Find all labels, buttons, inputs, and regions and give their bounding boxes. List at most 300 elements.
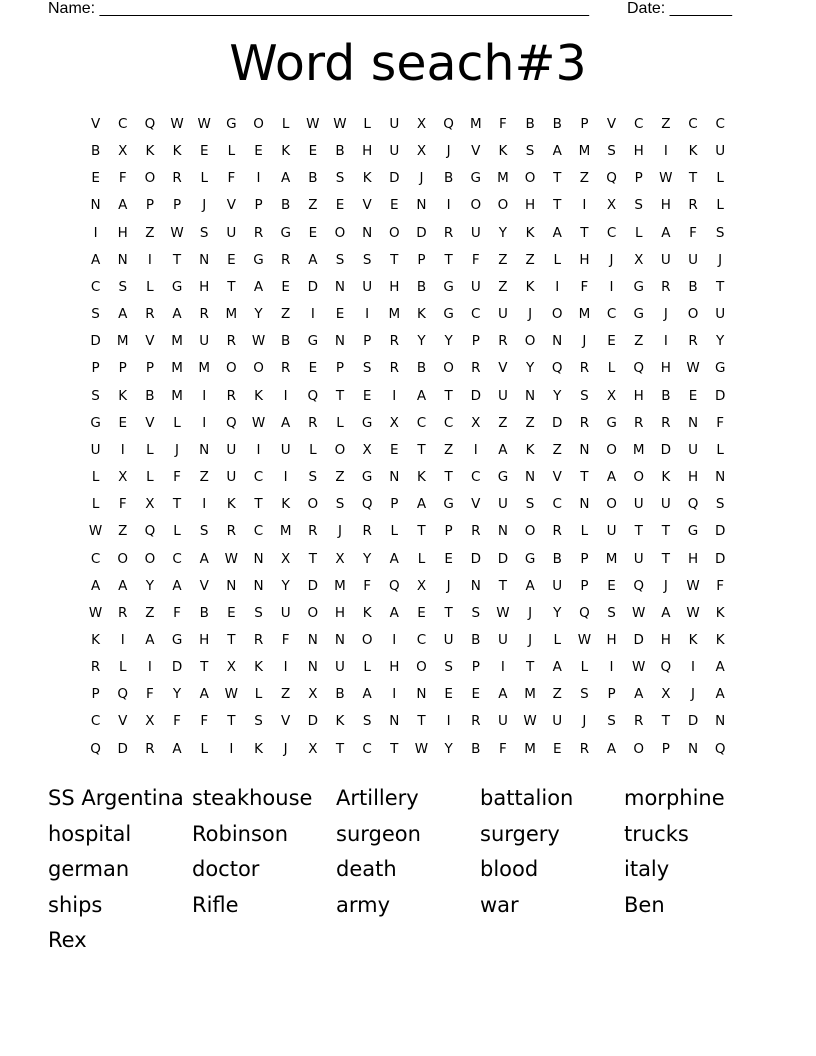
grid-letter: N (687, 414, 699, 431)
grid-letter: R (280, 251, 291, 268)
grid-letter: K (254, 740, 263, 757)
grid-letter: W (333, 116, 347, 132)
grid-letter: F (363, 577, 372, 594)
grid-letter: K (362, 170, 372, 187)
grid-letter: P (471, 659, 480, 676)
grid-letter: M (632, 441, 645, 458)
grid-letter: K (254, 387, 263, 404)
grid-letter: T (661, 523, 670, 540)
grid-letter: P (363, 333, 372, 350)
grid-letter: O (497, 197, 509, 214)
grid-letter: A (525, 577, 535, 594)
grid-letter: R (579, 414, 590, 431)
grid-letter: I (609, 278, 614, 295)
grid-letter: R (688, 333, 698, 350)
grid-letter: G (90, 414, 101, 431)
word-bank-item: ships (48, 892, 103, 917)
grid-letter: T (716, 278, 725, 295)
grid-letter: X (281, 550, 291, 567)
word-bank-item: surgery (480, 821, 560, 846)
grid-letter: Y (281, 577, 290, 594)
grid-letter: L (281, 116, 290, 132)
grid-letter: T (580, 224, 589, 241)
grid-letter: Q (361, 496, 373, 513)
grid-letter: B (199, 604, 209, 621)
grid-letter: L (716, 197, 724, 214)
grid-letter: P (335, 360, 345, 377)
grid-letter: J (175, 441, 180, 458)
grid-letter: W (686, 360, 700, 377)
grid-row (82, 386, 734, 413)
grid-letter: L (716, 170, 724, 187)
grid-letter: Z (335, 469, 345, 486)
grid-letter: R (362, 523, 372, 540)
grid-letter: C (443, 414, 454, 431)
grid-letter: R (443, 224, 454, 241)
grid-letter: H (362, 143, 373, 160)
grid-letter: A (389, 604, 399, 621)
grid-letter: Z (525, 251, 535, 268)
grid-letter: D (307, 577, 319, 594)
grid-letter: D (416, 224, 427, 241)
grid-letter: A (118, 306, 128, 323)
grid-letter: G (687, 523, 699, 540)
grid-letter: T (335, 387, 345, 404)
grid-letter: H (389, 659, 400, 676)
grid-letter: X (118, 469, 128, 486)
grid-letter: V (471, 143, 481, 160)
grid-letter: I (473, 441, 478, 458)
grid-letter: E (417, 604, 426, 621)
grid-letter: E (308, 224, 318, 241)
grid-letter: S (362, 360, 372, 377)
grid-letter: L (91, 469, 100, 486)
grid-letter: O (226, 360, 237, 377)
grid-letter: I (147, 659, 152, 676)
grid-letter: T (444, 387, 453, 404)
grid-letter: W (414, 740, 429, 757)
grid-letter: A (281, 414, 291, 431)
grid-row (82, 358, 734, 385)
letter-grid (82, 114, 734, 766)
grid-letter: C (633, 116, 644, 132)
grid-letter: W (170, 116, 184, 132)
grid-letter: Q (606, 170, 617, 187)
grid-letter: L (173, 414, 181, 431)
word-bank-item: hospital (48, 821, 132, 846)
grid-row (82, 195, 734, 222)
grid-letter: B (471, 631, 481, 648)
grid-letter: C (253, 523, 264, 540)
grid-letter: E (607, 333, 616, 350)
grid-letter: E (91, 170, 100, 187)
word-bank-item: Ben (624, 892, 665, 917)
grid-letter: D (307, 278, 319, 295)
grid-letter: R (118, 604, 128, 621)
grid-letter: M (171, 333, 183, 350)
grid-letter: I (555, 278, 560, 295)
grid-letter: K (715, 631, 725, 648)
grid-letter: K (335, 713, 345, 730)
grid-letter: T (661, 713, 670, 730)
grid-letter: I (202, 414, 207, 431)
grid-letter: A (389, 550, 399, 567)
grid-letter: U (688, 251, 698, 268)
grid-letter: S (525, 143, 535, 160)
grid-letter: N (117, 251, 128, 268)
grid-letter: A (552, 659, 562, 676)
grid-letter: C (362, 740, 372, 757)
grid-letter: Q (307, 387, 319, 404)
grid-letter: B (552, 550, 562, 567)
grid-letter: D (470, 550, 481, 567)
grid-letter: Y (444, 333, 453, 350)
grid-letter: R (661, 414, 671, 431)
grid-letter: S (634, 197, 643, 214)
grid-letter: B (688, 278, 698, 295)
grid-letter: J (691, 686, 695, 703)
grid-letter: B (416, 278, 427, 295)
word-bank (48, 781, 788, 959)
grid-letter: R (145, 740, 155, 757)
grid-letter: T (525, 659, 535, 676)
grid-letter: B (281, 197, 291, 214)
grid-letter: O (687, 306, 699, 323)
grid-letter: H (633, 387, 644, 404)
grid-letter: U (688, 441, 698, 458)
grid-letter: L (553, 631, 561, 648)
grid-letter: C (552, 496, 562, 513)
grid-letter: U (660, 251, 671, 268)
grid-letter: I (256, 170, 261, 187)
grid-letter: I (283, 469, 288, 486)
grid-letter: C (688, 116, 698, 132)
grid-letter: W (686, 577, 700, 594)
grid-letter: M (388, 306, 401, 323)
grid-letter: T (688, 170, 698, 187)
grid-letter: O (307, 496, 319, 513)
grid-letter: L (607, 360, 616, 377)
grid-letter: G (633, 278, 644, 295)
grid-letter: Q (144, 116, 156, 132)
grid-letter: L (200, 170, 208, 187)
grid-letter: G (497, 469, 509, 486)
grid-letter: J (419, 170, 424, 187)
grid-letter: I (229, 740, 234, 757)
grid-letter: M (524, 686, 536, 703)
grid-letter: R (308, 523, 318, 540)
grid-letter: N (334, 278, 346, 295)
grid-letter: A (498, 686, 508, 703)
grid-letter: J (663, 306, 668, 323)
grid-letter: J (202, 197, 207, 214)
grid-letter: I (392, 631, 397, 648)
grid-letter: W (632, 604, 646, 621)
grid-letter: J (446, 577, 451, 594)
grid-letter: A (145, 631, 155, 648)
grid-letter: S (580, 387, 589, 404)
grid-letter: G (606, 414, 617, 431)
grid-letter: E (688, 387, 698, 404)
grid-letter: H (525, 197, 536, 214)
grid-letter: O (253, 116, 264, 132)
grid-letter: U (497, 631, 508, 648)
grid-letter: X (634, 251, 644, 268)
grid-letter: K (661, 469, 671, 486)
grid-letter: Z (525, 414, 535, 431)
grid-letter: J (528, 631, 533, 648)
grid-letter: I (120, 441, 125, 458)
grid-letter: W (197, 116, 211, 132)
grid-letter: U (470, 278, 481, 295)
grid-letter: V (118, 713, 128, 730)
grid-letter: Z (498, 278, 508, 295)
grid-letter: A (362, 686, 372, 703)
grid-letter: U (497, 387, 508, 404)
grid-letter: D (660, 441, 672, 458)
grid-letter: L (254, 686, 263, 703)
grid-letter: G (307, 333, 319, 350)
grid-letter: U (606, 523, 617, 540)
grid-letter: B (281, 333, 291, 350)
grid-letter: Z (498, 251, 508, 268)
grid-letter: F (281, 631, 290, 648)
grid-letter: T (634, 523, 643, 540)
grid-letter: E (308, 143, 318, 160)
grid-letter: L (417, 550, 426, 567)
grid-letter: X (145, 496, 155, 513)
grid-letter: U (90, 441, 101, 458)
grid-letter: X (416, 577, 427, 594)
grid-letter: O (633, 469, 645, 486)
grid-letter: U (470, 224, 481, 241)
grid-letter: A (172, 306, 182, 323)
grid-letter: B (443, 170, 454, 187)
grid-letter: T (444, 604, 453, 621)
grid-row (82, 440, 734, 467)
grid-letter: S (607, 604, 616, 621)
grid-letter: A (199, 550, 209, 567)
grid-letter: W (251, 414, 266, 431)
word-bank-item: army (336, 892, 391, 917)
grid-letter: H (199, 631, 210, 648)
grid-letter: U (362, 278, 373, 295)
grid-letter: L (580, 659, 589, 676)
grid-letter: K (525, 278, 535, 295)
grid-letter: I (283, 659, 288, 676)
grid-letter: P (444, 523, 453, 540)
grid-letter: D (90, 333, 101, 350)
grid-letter: A (308, 251, 318, 268)
grid-letter: G (443, 306, 454, 323)
grid-row (82, 223, 734, 250)
grid-letter: Z (308, 197, 318, 214)
grid-letter: L (173, 523, 181, 540)
grid-letter: A (661, 224, 671, 241)
grid-letter: U (389, 116, 400, 132)
grid-letter: F (716, 577, 725, 594)
grid-letter: E (335, 306, 345, 323)
grid-letter: N (307, 659, 318, 676)
grid-letter: Q (579, 604, 590, 621)
grid-letter: C (606, 306, 617, 323)
grid-letter: O (524, 333, 536, 350)
grid-letter: E (335, 197, 345, 214)
grid-letter: P (580, 116, 589, 132)
grid-letter: S (580, 686, 589, 703)
grid-letter: V (498, 360, 508, 377)
grid-letter: X (118, 143, 128, 160)
grid-letter: R (634, 713, 644, 730)
grid-letter: O (524, 523, 536, 540)
grid-letter: F (118, 170, 127, 187)
grid-letter: B (335, 143, 345, 160)
grid-letter: T (172, 251, 182, 268)
grid-letter: F (499, 116, 507, 132)
grid-letter: W (496, 604, 510, 621)
grid-letter: C (90, 278, 101, 295)
grid-letter: U (226, 469, 237, 486)
grid-letter: P (145, 197, 154, 214)
grid-letter: J (283, 740, 288, 757)
grid-letter: X (606, 197, 617, 214)
grid-letter: N (497, 523, 508, 540)
grid-letter: V (552, 469, 562, 486)
grid-letter: S (254, 604, 263, 621)
grid-letter: O (361, 631, 373, 648)
grid-letter: S (335, 251, 345, 268)
grid-letter: N (307, 631, 318, 648)
grid-letter: G (470, 170, 481, 187)
grid-letter: U (335, 659, 345, 676)
word-bank-item: trucks (624, 821, 689, 846)
grid-letter: A (416, 387, 427, 404)
word-bank-item: Robinson (192, 821, 289, 846)
grid-letter: R (90, 659, 101, 676)
grid-letter: I (609, 659, 614, 676)
grid-letter: S (335, 496, 345, 513)
grid-letter: G (443, 496, 454, 513)
grid-letter: Q (633, 360, 645, 377)
grid-letter: U (280, 604, 291, 621)
grid-letter: G (361, 469, 373, 486)
grid-letter: R (253, 631, 264, 648)
grid-letter: Q (117, 686, 129, 703)
grid-letter: F (689, 224, 697, 241)
name-line: Name: _______________________________________________________ (48, 0, 589, 17)
grid-letter: L (634, 224, 643, 241)
grid-letter: F (499, 740, 507, 757)
grid-letter: B (525, 116, 535, 132)
grid-letter: F (580, 278, 589, 295)
grid-letter: V (226, 197, 236, 214)
grid-letter: N (199, 441, 210, 458)
grid-letter: F (227, 170, 236, 187)
grid-letter: B (416, 360, 427, 377)
grid-letter: D (687, 713, 699, 730)
grid-letter: W (577, 631, 592, 648)
grid-letter: S (91, 306, 100, 323)
grid-letter: E (552, 740, 562, 757)
grid-letter: E (199, 143, 209, 160)
grid-letter: T (661, 550, 670, 567)
grid-letter: T (227, 631, 236, 648)
grid-letter: M (578, 143, 591, 160)
grid-letter: F (200, 713, 209, 730)
grid-letter: I (93, 224, 98, 241)
grid-letter: X (145, 713, 155, 730)
grid-letter: U (443, 631, 454, 648)
word-bank-item: morphine (624, 786, 725, 810)
grid-letter: M (116, 333, 129, 350)
grid-row (82, 549, 734, 576)
grid-letter: Z (199, 469, 209, 486)
grid-letter: Q (90, 740, 101, 757)
grid-letter: T (227, 278, 236, 295)
grid-letter: A (90, 577, 101, 594)
grid-letter: J (446, 143, 451, 160)
grid-letter: A (90, 251, 101, 268)
grid-letter: O (416, 659, 427, 676)
word-bank-item: Artillery (336, 786, 419, 810)
grid-letter: P (91, 360, 100, 377)
grid-letter: D (714, 387, 726, 404)
grid-letter: H (199, 278, 210, 295)
grid-letter: P (580, 577, 589, 594)
grid-letter: N (470, 577, 481, 594)
word-bank-item: steakhouse (192, 786, 313, 810)
grid-letter: N (715, 469, 726, 486)
grid-letter: H (660, 631, 671, 648)
grid-letter: H (660, 360, 671, 377)
grid-letter: L (200, 740, 208, 757)
grid-letter: D (714, 550, 726, 567)
grid-letter: T (172, 496, 182, 513)
grid-letter: U (552, 577, 563, 594)
grid-letter: O (334, 441, 346, 458)
grid-letter: U (226, 441, 237, 458)
word-bank-item: doctor (192, 857, 260, 881)
grid-letter: O (551, 306, 563, 323)
grid-letter: C (416, 631, 427, 648)
grid-letter: K (172, 143, 182, 160)
grid-letter: K (688, 143, 698, 160)
grid-letter: L (227, 143, 236, 160)
word-bank-item: Rifle (192, 892, 239, 917)
grid-letter: R (579, 740, 590, 757)
grid-letter: T (553, 197, 562, 214)
grid-letter: L (363, 659, 371, 676)
grid-letter: M (171, 360, 183, 377)
grid-letter: I (202, 387, 207, 404)
grid-letter: N (199, 251, 210, 268)
grid-letter: S (362, 713, 372, 730)
grid-letter: E (607, 577, 616, 594)
grid-letter: G (443, 278, 454, 295)
grid-letter: R (280, 360, 291, 377)
grid-letter: O (253, 360, 264, 377)
grid-letter: X (471, 414, 481, 431)
grid-letter: Q (388, 577, 400, 594)
grid-letter: O (144, 170, 156, 187)
grid-letter: C (90, 713, 101, 730)
grid-letter: I (202, 496, 207, 513)
grid-letter: U (199, 333, 210, 350)
grid-letter: M (578, 306, 591, 323)
grid-letter: Y (444, 740, 453, 757)
grid-letter: Y (145, 577, 155, 594)
grid-letter: K (525, 224, 535, 241)
